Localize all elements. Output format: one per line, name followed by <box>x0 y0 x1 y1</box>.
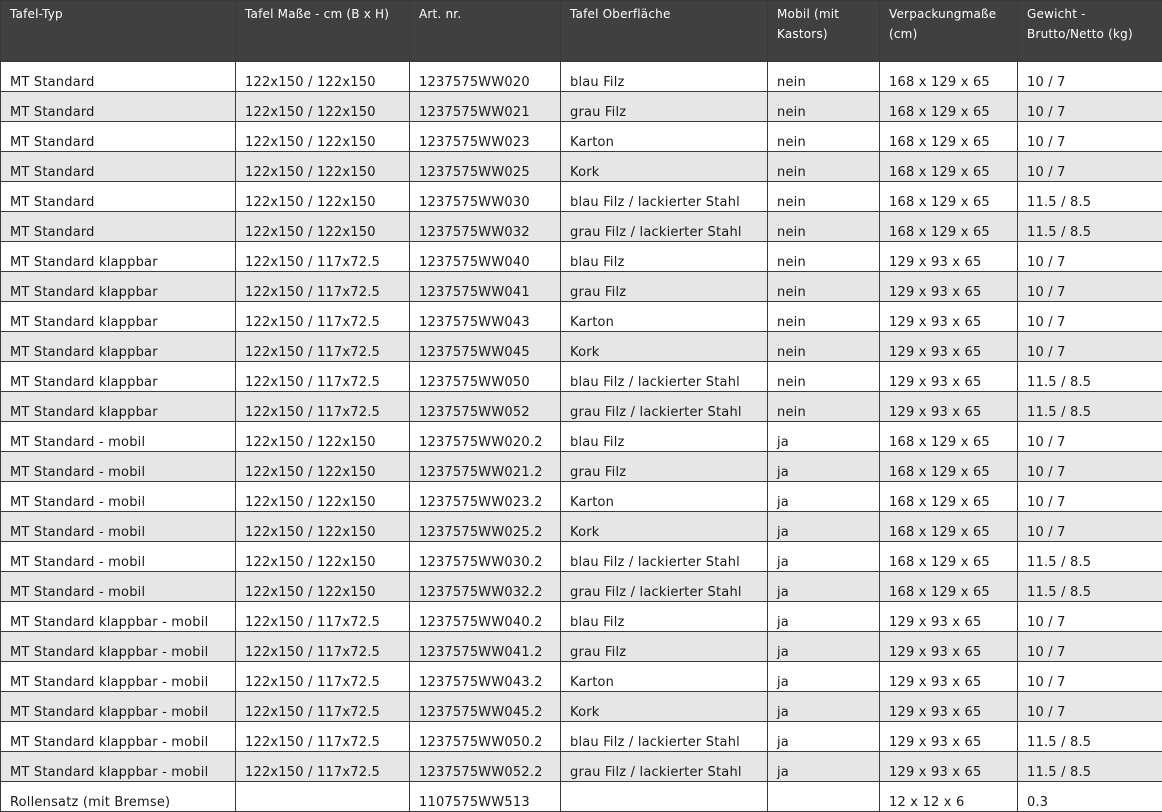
cell-art-nr: 1237575WW020 <box>410 62 561 92</box>
cell-mobil: nein <box>768 392 880 422</box>
cell-verpackungmasse: 168 x 129 x 65 <box>880 542 1018 572</box>
table-row <box>1 62 1162 92</box>
cell-tafel-typ: MT Standard klappbar <box>1 332 236 362</box>
cell-tafel-oberflaeche: blau Filz <box>561 602 768 632</box>
cell-tafel-oberflaeche: blau Filz <box>561 242 768 272</box>
cell-tafel-typ: MT Standard - mobil <box>1 452 236 482</box>
table-row <box>1 242 1162 272</box>
cell-gewicht: 10 / 7 <box>1018 62 1162 92</box>
cell-tafel-masse: 122x150 / 117x72.5 <box>236 272 410 302</box>
table-row <box>1 452 1162 482</box>
cell-tafel-oberflaeche: grau Filz / lackierter Stahl <box>561 572 768 602</box>
cell-mobil: ja <box>768 452 880 482</box>
cell-verpackungmasse: 129 x 93 x 65 <box>880 662 1018 692</box>
cell-verpackungmasse: 168 x 129 x 65 <box>880 482 1018 512</box>
cell-tafel-oberflaeche: Kork <box>561 512 768 542</box>
cell-gewicht: 10 / 7 <box>1018 302 1162 332</box>
cell-mobil: ja <box>768 722 880 752</box>
cell-verpackungmasse: 129 x 93 x 65 <box>880 302 1018 332</box>
cell-mobil: ja <box>768 692 880 722</box>
cell-gewicht: 10 / 7 <box>1018 452 1162 482</box>
cell-tafel-oberflaeche: grau Filz <box>561 272 768 302</box>
column-header-verpackungmasse: Verpackungmaße (cm) <box>880 1 1018 62</box>
cell-tafel-masse: 122x150 / 122x150 <box>236 122 410 152</box>
cell-art-nr: 1237575WW045 <box>410 332 561 362</box>
cell-mobil: ja <box>768 572 880 602</box>
table-row <box>1 752 1162 782</box>
cell-mobil: ja <box>768 512 880 542</box>
cell-gewicht: 10 / 7 <box>1018 92 1162 122</box>
table-row <box>1 212 1162 242</box>
cell-tafel-masse: 122x150 / 117x72.5 <box>236 392 410 422</box>
cell-tafel-masse: 122x150 / 122x150 <box>236 452 410 482</box>
cell-art-nr: 1237575WW043 <box>410 302 561 332</box>
cell-verpackungmasse: 129 x 93 x 65 <box>880 392 1018 422</box>
cell-mobil: ja <box>768 632 880 662</box>
table-row <box>1 572 1162 602</box>
cell-tafel-masse: 122x150 / 122x150 <box>236 92 410 122</box>
cell-art-nr: 1237575WW021 <box>410 92 561 122</box>
cell-verpackungmasse: 168 x 129 x 65 <box>880 152 1018 182</box>
cell-tafel-masse: 122x150 / 122x150 <box>236 212 410 242</box>
cell-tafel-typ: Rollensatz (mit Bremse) <box>1 782 236 812</box>
table-row <box>1 392 1162 422</box>
cell-mobil: ja <box>768 752 880 782</box>
cell-verpackungmasse: 168 x 129 x 65 <box>880 512 1018 542</box>
table-row <box>1 122 1162 152</box>
column-header-tafel-masse: Tafel Maße - cm (B x H) <box>236 1 410 62</box>
cell-tafel-oberflaeche: grau Filz <box>561 452 768 482</box>
cell-tafel-masse: 122x150 / 122x150 <box>236 422 410 452</box>
cell-art-nr: 1237575WW052.2 <box>410 752 561 782</box>
cell-tafel-oberflaeche: grau Filz / lackierter Stahl <box>561 392 768 422</box>
cell-mobil: ja <box>768 422 880 452</box>
cell-tafel-masse: 122x150 / 117x72.5 <box>236 632 410 662</box>
cell-tafel-typ: MT Standard klappbar <box>1 272 236 302</box>
cell-tafel-oberflaeche: Kork <box>561 152 768 182</box>
cell-verpackungmasse: 168 x 129 x 65 <box>880 212 1018 242</box>
cell-tafel-masse: 122x150 / 117x72.5 <box>236 662 410 692</box>
cell-tafel-typ: MT Standard <box>1 182 236 212</box>
cell-mobil: nein <box>768 212 880 242</box>
cell-gewicht: 10 / 7 <box>1018 332 1162 362</box>
cell-art-nr: 1237575WW052 <box>410 392 561 422</box>
column-header-tafel-oberflaeche: Tafel Oberfläche <box>561 1 768 62</box>
cell-tafel-typ: MT Standard klappbar - mobil <box>1 602 236 632</box>
cell-art-nr: 1237575WW041.2 <box>410 632 561 662</box>
cell-gewicht: 10 / 7 <box>1018 272 1162 302</box>
cell-art-nr: 1237575WW041 <box>410 272 561 302</box>
cell-verpackungmasse: 129 x 93 x 65 <box>880 722 1018 752</box>
cell-verpackungmasse: 168 x 129 x 65 <box>880 572 1018 602</box>
cell-art-nr: 1107575WW513 <box>410 782 561 812</box>
cell-tafel-oberflaeche: Kork <box>561 332 768 362</box>
cell-tafel-oberflaeche: Karton <box>561 122 768 152</box>
cell-mobil: ja <box>768 602 880 632</box>
cell-art-nr: 1237575WW025.2 <box>410 512 561 542</box>
cell-gewicht: 10 / 7 <box>1018 662 1162 692</box>
cell-mobil: nein <box>768 62 880 92</box>
cell-mobil: nein <box>768 152 880 182</box>
cell-tafel-typ: MT Standard - mobil <box>1 422 236 452</box>
table-row <box>1 512 1162 542</box>
cell-tafel-typ: MT Standard klappbar - mobil <box>1 692 236 722</box>
cell-tafel-masse: 122x150 / 117x72.5 <box>236 692 410 722</box>
column-header-mobil: Mobil (mit Kastors) <box>768 1 880 62</box>
cell-tafel-typ: MT Standard klappbar - mobil <box>1 632 236 662</box>
cell-gewicht: 10 / 7 <box>1018 242 1162 272</box>
cell-tafel-typ: MT Standard - mobil <box>1 482 236 512</box>
table-row <box>1 662 1162 692</box>
cell-verpackungmasse: 129 x 93 x 65 <box>880 632 1018 662</box>
table-row <box>1 542 1162 572</box>
cell-mobil: nein <box>768 122 880 152</box>
cell-mobil: ja <box>768 662 880 692</box>
cell-gewicht: 10 / 7 <box>1018 422 1162 452</box>
cell-verpackungmasse: 129 x 93 x 65 <box>880 752 1018 782</box>
cell-mobil: ja <box>768 542 880 572</box>
cell-tafel-masse: 122x150 / 122x150 <box>236 512 410 542</box>
cell-mobil: nein <box>768 332 880 362</box>
column-header-gewicht: Gewicht - Brutto/Netto (kg) <box>1018 1 1162 62</box>
cell-mobil: nein <box>768 272 880 302</box>
cell-art-nr: 1237575WW040.2 <box>410 602 561 632</box>
cell-gewicht: 11.5 / 8.5 <box>1018 182 1162 212</box>
cell-gewicht: 11.5 / 8.5 <box>1018 392 1162 422</box>
cell-mobil: nein <box>768 92 880 122</box>
cell-verpackungmasse: 168 x 129 x 65 <box>880 452 1018 482</box>
cell-tafel-oberflaeche: Karton <box>561 302 768 332</box>
cell-tafel-oberflaeche <box>561 782 768 812</box>
cell-gewicht: 10 / 7 <box>1018 602 1162 632</box>
cell-tafel-masse: 122x150 / 117x72.5 <box>236 602 410 632</box>
cell-mobil <box>768 782 880 812</box>
cell-art-nr: 1237575WW030 <box>410 182 561 212</box>
table-row <box>1 422 1162 452</box>
cell-tafel-masse: 122x150 / 122x150 <box>236 542 410 572</box>
cell-tafel-typ: MT Standard <box>1 62 236 92</box>
cell-tafel-typ: MT Standard klappbar <box>1 302 236 332</box>
cell-verpackungmasse: 168 x 129 x 65 <box>880 92 1018 122</box>
cell-tafel-typ: MT Standard klappbar - mobil <box>1 722 236 752</box>
cell-gewicht: 11.5 / 8.5 <box>1018 572 1162 602</box>
header-row <box>1 1 1162 62</box>
cell-verpackungmasse: 168 x 129 x 65 <box>880 422 1018 452</box>
table-row <box>1 302 1162 332</box>
cell-tafel-typ: MT Standard klappbar <box>1 362 236 392</box>
cell-tafel-typ: MT Standard - mobil <box>1 572 236 602</box>
cell-mobil: nein <box>768 362 880 392</box>
cell-tafel-masse <box>236 782 410 812</box>
cell-tafel-oberflaeche: grau Filz <box>561 632 768 662</box>
cell-mobil: nein <box>768 242 880 272</box>
table-header <box>1 1 1162 62</box>
cell-verpackungmasse: 168 x 129 x 65 <box>880 122 1018 152</box>
table-row <box>1 782 1162 812</box>
cell-tafel-masse: 122x150 / 117x72.5 <box>236 362 410 392</box>
cell-gewicht: 10 / 7 <box>1018 632 1162 662</box>
cell-verpackungmasse: 129 x 93 x 65 <box>880 362 1018 392</box>
cell-art-nr: 1237575WW050 <box>410 362 561 392</box>
cell-tafel-masse: 122x150 / 117x72.5 <box>236 302 410 332</box>
cell-tafel-oberflaeche: blau Filz / lackierter Stahl <box>561 362 768 392</box>
cell-gewicht: 10 / 7 <box>1018 512 1162 542</box>
cell-tafel-typ: MT Standard <box>1 152 236 182</box>
cell-gewicht: 10 / 7 <box>1018 482 1162 512</box>
cell-verpackungmasse: 168 x 129 x 65 <box>880 182 1018 212</box>
cell-tafel-masse: 122x150 / 122x150 <box>236 152 410 182</box>
cell-verpackungmasse: 129 x 93 x 65 <box>880 242 1018 272</box>
cell-tafel-typ: MT Standard - mobil <box>1 542 236 572</box>
table-body <box>1 62 1162 812</box>
cell-verpackungmasse: 129 x 93 x 65 <box>880 272 1018 302</box>
cell-tafel-oberflaeche: grau Filz / lackierter Stahl <box>561 212 768 242</box>
cell-tafel-masse: 122x150 / 122x150 <box>236 62 410 92</box>
cell-tafel-masse: 122x150 / 117x72.5 <box>236 722 410 752</box>
cell-art-nr: 1237575WW045.2 <box>410 692 561 722</box>
column-header-tafel-typ: Tafel-Typ <box>1 1 236 62</box>
cell-tafel-typ: MT Standard <box>1 92 236 122</box>
cell-tafel-oberflaeche: Karton <box>561 662 768 692</box>
cell-gewicht: 11.5 / 8.5 <box>1018 722 1162 752</box>
column-header-art-nr: Art. nr. <box>410 1 561 62</box>
cell-mobil: nein <box>768 182 880 212</box>
table-row <box>1 692 1162 722</box>
table-row <box>1 602 1162 632</box>
cell-art-nr: 1237575WW040 <box>410 242 561 272</box>
cell-tafel-masse: 122x150 / 122x150 <box>236 572 410 602</box>
table-row <box>1 272 1162 302</box>
cell-tafel-oberflaeche: blau Filz / lackierter Stahl <box>561 182 768 212</box>
table-row <box>1 362 1162 392</box>
cell-gewicht: 10 / 7 <box>1018 122 1162 152</box>
cell-mobil: ja <box>768 482 880 512</box>
table-row <box>1 182 1162 212</box>
cell-gewicht: 11.5 / 8.5 <box>1018 542 1162 572</box>
cell-gewicht: 11.5 / 8.5 <box>1018 752 1162 782</box>
table-row <box>1 332 1162 362</box>
cell-art-nr: 1237575WW030.2 <box>410 542 561 572</box>
cell-tafel-oberflaeche: Kork <box>561 692 768 722</box>
cell-tafel-typ: MT Standard klappbar - mobil <box>1 662 236 692</box>
cell-tafel-oberflaeche: blau Filz / lackierter Stahl <box>561 542 768 572</box>
cell-tafel-masse: 122x150 / 117x72.5 <box>236 242 410 272</box>
cell-tafel-oberflaeche: blau Filz <box>561 422 768 452</box>
cell-tafel-oberflaeche: grau Filz <box>561 92 768 122</box>
table-row <box>1 722 1162 752</box>
cell-tafel-typ: MT Standard <box>1 122 236 152</box>
cell-art-nr: 1237575WW025 <box>410 152 561 182</box>
cell-tafel-oberflaeche: Karton <box>561 482 768 512</box>
cell-tafel-masse: 122x150 / 117x72.5 <box>236 752 410 782</box>
cell-verpackungmasse: 12 x 12 x 6 <box>880 782 1018 812</box>
cell-gewicht: 11.5 / 8.5 <box>1018 362 1162 392</box>
cell-art-nr: 1237575WW023.2 <box>410 482 561 512</box>
cell-tafel-oberflaeche: blau Filz / lackierter Stahl <box>561 722 768 752</box>
cell-verpackungmasse: 129 x 93 x 65 <box>880 332 1018 362</box>
table-row <box>1 152 1162 182</box>
table-row <box>1 482 1162 512</box>
cell-art-nr: 1237575WW023 <box>410 122 561 152</box>
cell-tafel-typ: MT Standard klappbar <box>1 392 236 422</box>
cell-verpackungmasse: 129 x 93 x 65 <box>880 602 1018 632</box>
cell-tafel-oberflaeche: blau Filz <box>561 62 768 92</box>
cell-art-nr: 1237575WW043.2 <box>410 662 561 692</box>
cell-art-nr: 1237575WW032.2 <box>410 572 561 602</box>
table-row <box>1 632 1162 662</box>
cell-tafel-masse: 122x150 / 117x72.5 <box>236 332 410 362</box>
cell-verpackungmasse: 129 x 93 x 65 <box>880 692 1018 722</box>
cell-tafel-typ: MT Standard - mobil <box>1 512 236 542</box>
cell-art-nr: 1237575WW021.2 <box>410 452 561 482</box>
cell-tafel-typ: MT Standard klappbar <box>1 242 236 272</box>
cell-mobil: nein <box>768 302 880 332</box>
cell-verpackungmasse: 168 x 129 x 65 <box>880 62 1018 92</box>
table-row <box>1 92 1162 122</box>
cell-tafel-masse: 122x150 / 122x150 <box>236 182 410 212</box>
cell-art-nr: 1237575WW032 <box>410 212 561 242</box>
cell-tafel-typ: MT Standard klappbar - mobil <box>1 752 236 782</box>
cell-tafel-oberflaeche: grau Filz / lackierter Stahl <box>561 752 768 782</box>
cell-art-nr: 1237575WW050.2 <box>410 722 561 752</box>
cell-tafel-masse: 122x150 / 122x150 <box>236 482 410 512</box>
cell-gewicht: 11.5 / 8.5 <box>1018 212 1162 242</box>
cell-tafel-typ: MT Standard <box>1 212 236 242</box>
cell-gewicht: 10 / 7 <box>1018 692 1162 722</box>
cell-art-nr: 1237575WW020.2 <box>410 422 561 452</box>
cell-gewicht: 0.3 <box>1018 782 1162 812</box>
cell-gewicht: 10 / 7 <box>1018 152 1162 182</box>
